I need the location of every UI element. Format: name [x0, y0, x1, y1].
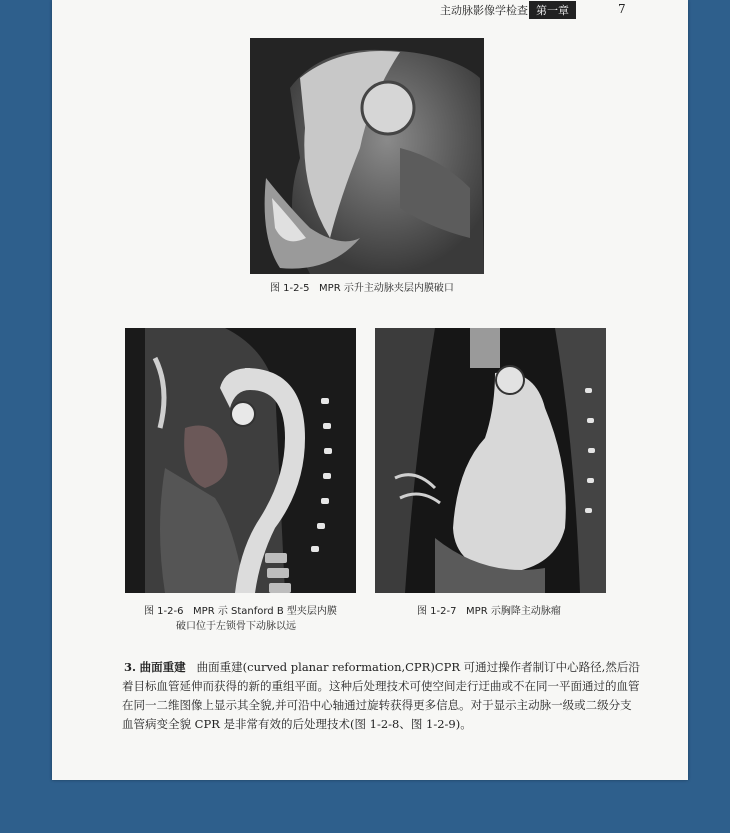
figure-label: 图 1-2-5 — [270, 283, 310, 294]
running-header — [52, 0, 688, 20]
book-page — [52, 0, 688, 780]
figure-caption-text: MPR 示升主动脉夹层内膜破口 — [319, 283, 454, 294]
figure-1-2-5-caption — [270, 281, 454, 296]
figure-label: 图 1-2-6 — [144, 606, 184, 617]
figure-caption-text-line2: 破口位于左锁骨下动脉以远 — [176, 621, 296, 632]
figure-1-2-7-image — [375, 328, 606, 593]
running-header-title: 主动脉影像学检查 — [440, 4, 528, 17]
chapter-badge: 第一章 — [529, 1, 576, 19]
section-number: 3. — [124, 660, 137, 674]
section-body — [122, 658, 642, 734]
section-heading: 曲面重建 — [139, 660, 186, 674]
figure-1-2-6-caption — [144, 604, 337, 634]
figure-1-2-6-image — [125, 328, 356, 593]
figure-1-2-5-image — [250, 38, 484, 274]
page-number: 7 — [618, 2, 626, 16]
figure-caption-text: MPR 示胸降主动脉瘤 — [466, 606, 561, 617]
section-paragraph-text: 曲面重建(curved planar reformation,CPR)CPR 可通过操作者制订中心路径,然后沿着目标血管延伸而获得的新的重组平面。这种后处理技术可使空间走行迂曲或不在同一平面通过的血管在同一二维图像上显示其全貌,并可沿中心轴通过旋转获得更多信息。对于显示主动脉一级或二级分支血管病变全貌 CPR 是非常有效的后处理技术(图 1-2-8、图 1-2-9)。 — [122, 660, 640, 731]
section-paragraph — [122, 658, 642, 734]
figure-1-2-7-caption — [417, 604, 561, 619]
figure-caption-text: MPR 示 Stanford B 型夹层内膜 — [193, 606, 337, 617]
figure-label: 图 1-2-7 — [417, 606, 457, 617]
